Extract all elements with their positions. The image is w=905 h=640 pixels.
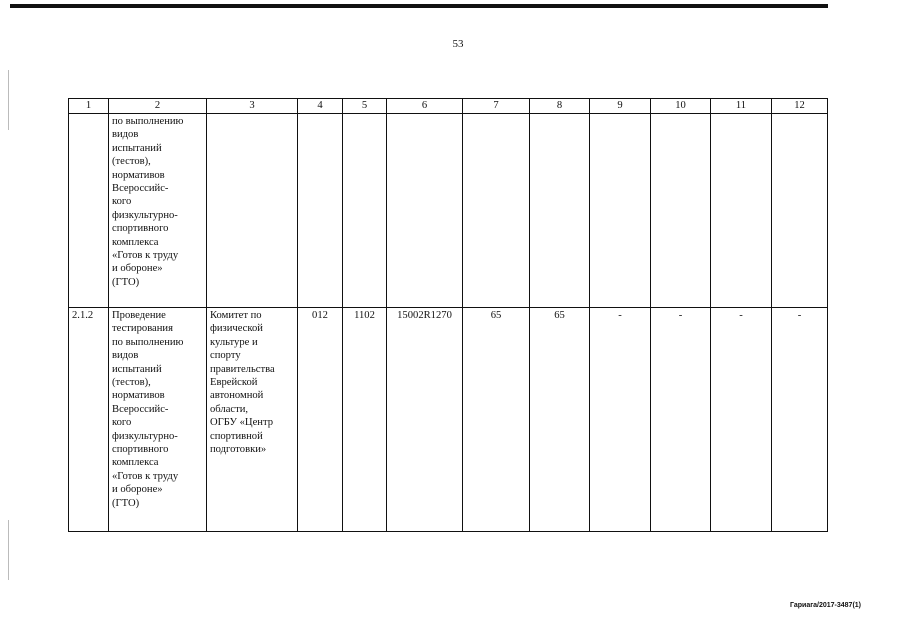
cell-target-article xyxy=(387,114,463,308)
cell-value-10 xyxy=(651,114,711,308)
column-header: 11 xyxy=(711,99,772,114)
cell-executor xyxy=(207,114,298,308)
column-header: 10 xyxy=(651,99,711,114)
cell-value-12: - xyxy=(772,308,828,532)
cell-activity-name: Проведение тестирования по выполнению видов испытаний (тестов), нормативов Всероссийс- кого физкультурно- спортивного комплекса «Готов к труду и обороне» (ГТО) xyxy=(109,308,207,532)
cell-grbs xyxy=(298,114,343,308)
cell-grbs: 012 xyxy=(298,308,343,532)
cell-value-8: 65 xyxy=(530,308,590,532)
table-row xyxy=(69,308,828,532)
column-header: 6 xyxy=(387,99,463,114)
column-header: 3 xyxy=(207,99,298,114)
cell-item-number: 2.1.2 xyxy=(69,308,109,532)
cell-value-8 xyxy=(530,114,590,308)
cell-item-number xyxy=(69,114,109,308)
column-header: 12 xyxy=(772,99,828,114)
cell-value-9: - xyxy=(590,308,651,532)
cell-total: 65 xyxy=(463,308,530,532)
column-header: 8 xyxy=(530,99,590,114)
top-rule xyxy=(10,4,828,8)
cell-section xyxy=(343,114,387,308)
cell-executor: Комитет по физической культуре и спорту правительства Еврейской автономной области, ОГБУ «Центр спортивной подготовки» xyxy=(207,308,298,532)
table-header-row xyxy=(69,99,828,114)
cell-total xyxy=(463,114,530,308)
cell-value-11: - xyxy=(711,308,772,532)
margin-mark xyxy=(8,70,9,130)
cell-activity-name: по выполнению видов испытаний (тестов), нормативов Всероссийс- кого физкультурно- спортивного комплекса «Готов к труду и обороне» (ГТО) xyxy=(109,114,207,308)
margin-mark xyxy=(8,520,9,580)
column-header: 2 xyxy=(109,99,207,114)
cell-value-12 xyxy=(772,114,828,308)
column-header: 1 xyxy=(69,99,109,114)
column-header: 7 xyxy=(463,99,530,114)
cell-value-10: - xyxy=(651,308,711,532)
page-number: 53 xyxy=(452,38,464,50)
cell-value-11 xyxy=(711,114,772,308)
cell-section: 1102 xyxy=(343,308,387,532)
column-header: 9 xyxy=(590,99,651,114)
column-header: 4 xyxy=(298,99,343,114)
cell-value-9 xyxy=(590,114,651,308)
table-row xyxy=(69,114,828,308)
footer-document-code: Гариага/2017-3487(1) xyxy=(789,602,861,609)
budget-table xyxy=(68,98,828,532)
cell-target-article: 15002R1270 xyxy=(387,308,463,532)
column-header: 5 xyxy=(343,99,387,114)
